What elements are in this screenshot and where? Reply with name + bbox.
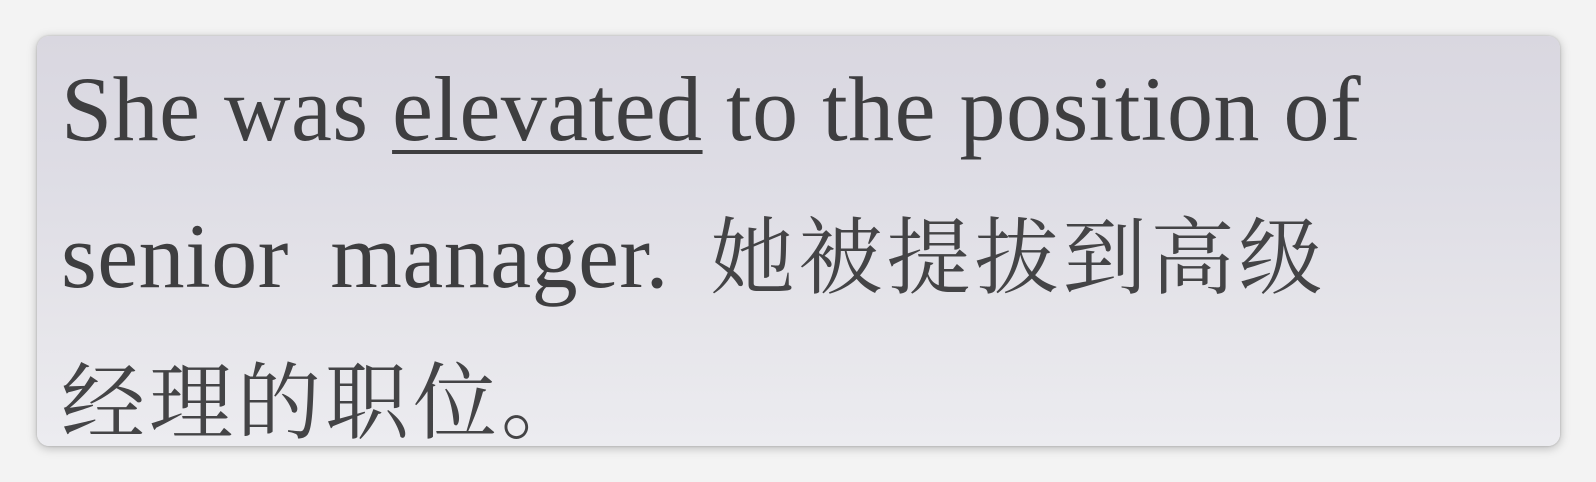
sentence-line-2	[61, 181, 1551, 331]
keyword-underlined: elevated	[392, 58, 703, 160]
example-sentence	[61, 44, 1551, 446]
chinese-translation-part-2: 经理的职位。	[61, 354, 590, 446]
sentence-line-1	[61, 36, 1551, 184]
sentence-text-after-keyword: to the position of	[702, 58, 1362, 160]
sentence-english-end: senior manager.	[61, 205, 711, 307]
example-sentence-card	[37, 36, 1560, 446]
chinese-translation-part-1: 她被提拔到高级	[710, 209, 1327, 307]
sentence-text-before-keyword: She was	[61, 58, 393, 160]
